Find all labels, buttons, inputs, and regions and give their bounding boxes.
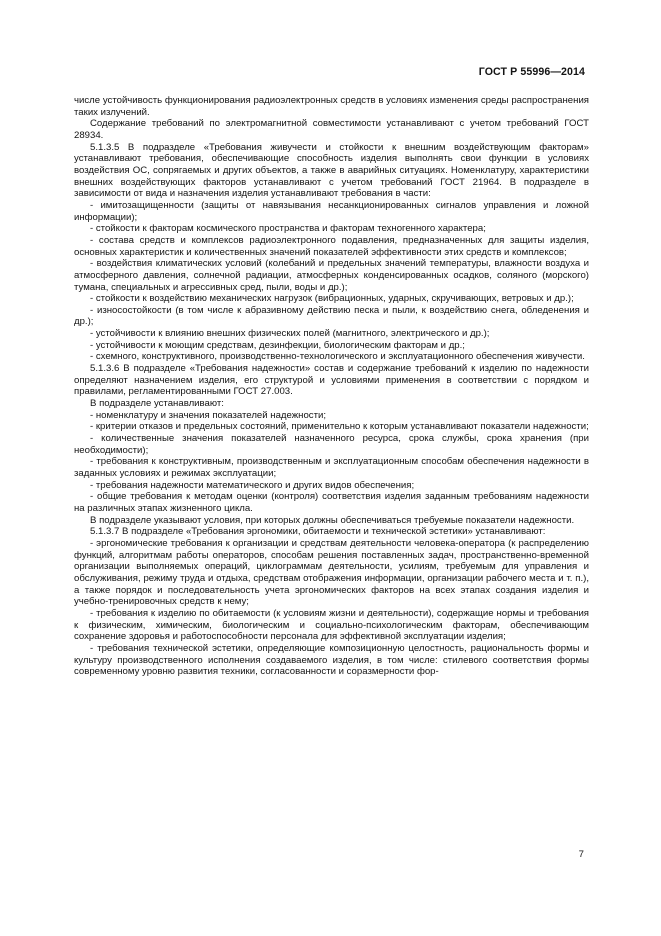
document-id-header: ГОСТ Р 55996—2014 [478,66,585,78]
list-item: - общие требования к методам оценки (контроля) соответствия изделия заданным требованиям надежности на различных этапах жизненного цикла. [74,491,589,514]
list-item: - требования технической эстетики, определяющие композиционную целостность, рациональность формы и культуру производственного исполнения создаваемого изделия, в том числе: стилевого соответствия формы современному уровню развития техники, согласованности и соразмерности фор- [74,642,589,678]
list-item: - стойкости к факторам космического пространства и факторам техногенного характера; [90,223,486,235]
list-item: - количественные значения показателей назначенного ресурса, срока службы, срока хранения (при необходимости); [74,433,589,456]
paragraph: В подразделе указывают условия, при которых должны обеспечиваться требуемые показатели надежности. [90,514,575,526]
list-item: - имитозащищенности (защиты от навязывания несанкционированных сигналов управления и ложной информации); [74,199,589,223]
paragraph: В подразделе устанавливают: [90,398,224,410]
list-item: - требования к конструктивным, производственным и эксплуатационным способам обеспечения надежности в заданных условиях и режимах эксплуатации; [74,456,589,479]
list-item: - воздействия климатических условий (колебаний и предельных значений температуры, влажности воздуха и атмосферного давления, солнечной радиации, атмосферных конденсированных осадков, соляного (морского) тумана, специальных и агрессивных сред, пыли, воды и др.); [74,258,589,293]
list-item: - устойчивости к моющим средствам, дезинфекции, биологическим факторам и др.; [90,339,465,351]
clause-5-1-3-5: 5.1.3.5 В подразделе «Требования живучести и стойкости к внешним воздействующим факторам» устанавливают требования, обеспечивающие способность изделия выполнять свои функции в условиях воздействия ОС, сопрягаемых и других объектов, а также в аварийных ситуациях. Номенклатуру, характеристики внешних воздействующих факторов устанавливают с учетом требований ГОСТ 21964. В подразделе в зависимости от вида и назначения изделия устанавливают требования в части: [74,141,589,200]
list-item: - состава средств и комплексов радиоэлектронного подавления, предназначенных для защиты изделия, основных характеристик и количественных значений показателей эффективности этих средств и комплексов; [74,234,589,258]
list-item: - требования к изделию по обитаемости (к условиям жизни и деятельности), содержащие нормы и требования к физическим, химическим, биологическим и социально-психологическим факторам, обеспечивающим сохранение здоровья и работоспособности персонала для эффективной эксплуатации изделия; [74,607,589,643]
list-item: - номенклатуру и значения показателей надежности; [90,409,327,421]
clause-5-1-3-7: 5.1.3.7 В подразделе «Требования эргономики, обитаемости и технической эстетики» устанавливают: [90,526,546,538]
list-item: - требования надежности математического и других видов обеспечения; [90,479,415,491]
document-body [74,95,589,678]
list-item: - эргономические требования к организации и средствам деятельности человека-оператора (к распределению функций, алгоритмам работы операторов, способам решения поставленных задач, пространственно-временной организации выполняемых операций, циклограммам деятельности, усилиям, требуемым для управления и обслуживания, режиму труда и отдыха, средствам отображения информации, организации рабочего места и т. п.), а также порядок и последовательность учета эргономических факторов на всех этапах создания изделия и учебно-тренировочных средств к нему; [74,537,589,608]
list-item: - износостойкости (в том числе к абразивному действию песка и пыли, к воздействию снега, обледенения и др.); [74,304,589,328]
list-item: - критерии отказов и предельных состояний, применительно к которым устанавливают показатели надежности; [90,421,589,433]
list-item: - устойчивости к влиянию внешних физических полей (магнитного, электрического и др.); [90,328,490,340]
list-item: - стойкости к воздействию механических нагрузок (вибрационных, ударных, скручивающих, ветровых и др.); [90,293,574,305]
list-item: - схемного, конструктивного, производственно-технологического и эксплуатационного обеспечения живучести. [90,351,585,363]
paragraph-emc: Содержание требований по электромагнитной совместимости устанавливают с учетом требований ГОСТ 28934. [74,118,589,141]
paragraph-continuation: числе устойчивость функционирования радиоэлектронных средств в условиях изменения среды распространения таких излучений. [74,95,589,118]
page-number: 7 [578,849,584,860]
clause-5-1-3-6: 5.1.3.6 В подразделе «Требования надежности» состав и содержание требований к изделию по надежности определяют назначением изделия, его структурой и условиями применения в соответствии с порядком и правилами, регламентированными ГОСТ 27.003. [74,363,589,398]
